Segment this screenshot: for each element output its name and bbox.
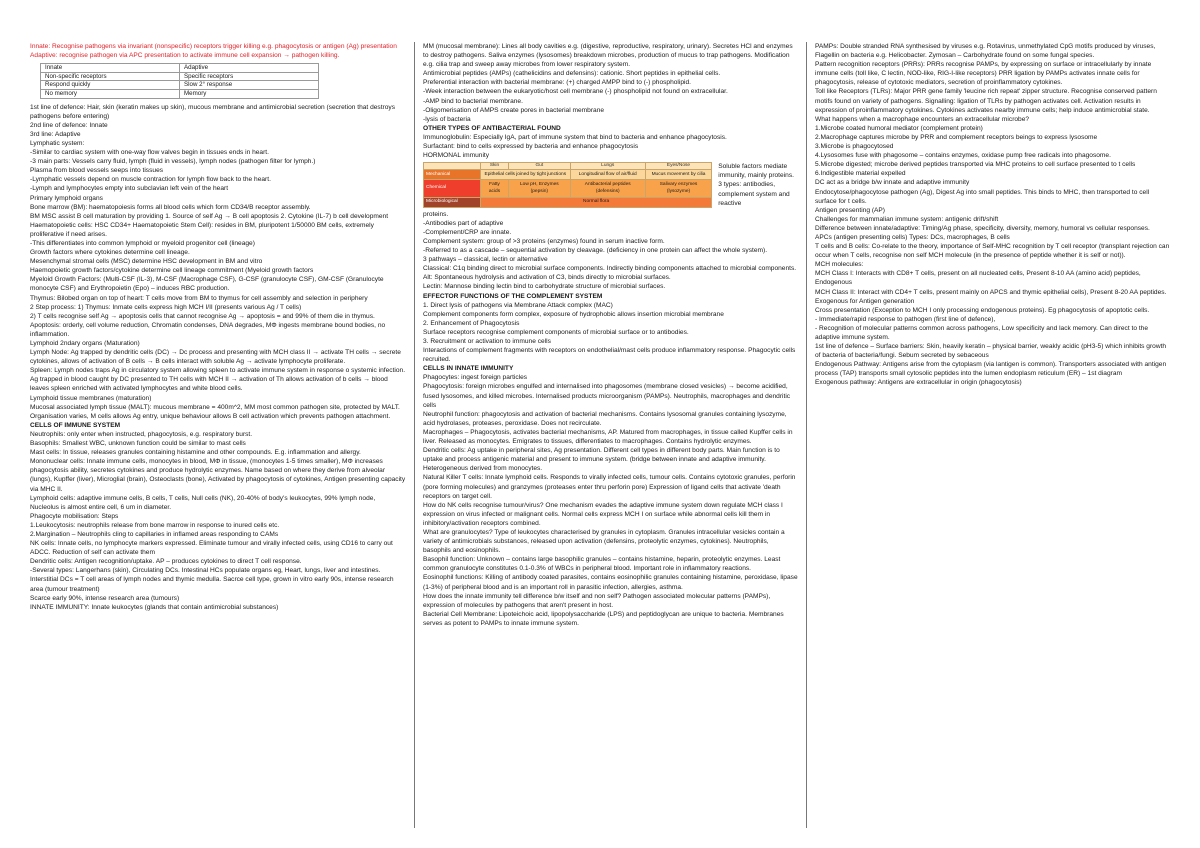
text-line: Challenges for mammalian immune system: antigenic drift/shift [815,215,999,223]
text-line: Exogenous pathway: Antigens are extracellular in origin (phagocytosis) [815,379,1022,387]
text-line: Lectin: Mannose binding lectin bind to carbohydrate structure of microbial surfaces. [423,283,666,291]
text-line: Natural Killer T cells: Innate lymphoid cells. Responds to virally infected cells, tumour cells. Contains cytotoxic granules, perforin (pore forming molecules) and granzymes (proteases enter thru perforin pore) Expression of ligand cells that activate 'death receptors on target cell. [423,474,796,500]
text-line: CELLS IN INNATE IMMUNITY [423,365,514,373]
barrier-table-header: Skin [481,163,509,170]
barrier-row-label: Mechanical [424,170,481,180]
text-line: 2) T cells recognise self Ag → apoptosis cells that cannot recognise Ag → apoptosis = and 99% of them die in thymus. [30,312,375,320]
humoral-immunity-section [423,162,798,207]
text-line: Phagocyte mobilisation: Steps [30,512,119,520]
text-line: -Several types: Langerhans (skin), Circulating DCs. Intestinal HCs populate organs eg, Heart, lungs, liver and intestines. Interstitial DCs = T cell areas of lymph nodes and thymic medulla. Sacrce cell type, grown in vitro early 90s, intense research area (tumour treatment) [30,567,394,593]
text-line: Classical: C1q binding direct to microbial surface components. Indirectly binding components attached to microbial components. [423,265,797,273]
barrier-cell: Mucus movement by cilia [645,170,711,180]
column-3 [806,42,1178,828]
text-line: Primary lymphoid organs [30,194,103,202]
table-cell: No memory [41,89,180,98]
text-line: Growth factors where cytokines determine cell lineage. [30,249,190,257]
text-line: DC act as a bridge b/w innate and adaptive immunity [815,179,970,187]
text-line: Cross presentation (Exception to MCH I only processing endogenous proteins). Eg phagocytosis of apoptotic cells. [815,306,1150,314]
table-cell: Non-specific receptors [41,72,180,81]
notes-block [423,42,798,160]
text-line: 3rd line: Adaptive [30,130,81,138]
table-cell: Specific receptors [180,72,319,81]
text-line: MCH molecules: [815,261,864,269]
text-line: APCs (antigen presenting cells) Types: DCs, macrophages, B cells [815,233,1010,241]
table-row [41,81,319,90]
text-line: Difference between innate/adaptive: Timing/Ag phase, specificity, diversity, memory, humoral vs cellular responses. [815,224,1150,232]
text-line: -Referred to as a cascade – sequential activation by cleavage. (deficiency in one protein can affect the whole system). [423,247,768,255]
table-cell: Memory [180,89,319,98]
table-cell: Respond quickly [41,81,180,90]
text-line: PAMPs: Double stranded RNA synthesised by viruses e.g. Rotavirus, unmethylated CpG motifs produced by viruses, Flagellin on bacteria e.g. Helicobacter. Zymosan – Carbohydrate found on some fungal species. [815,43,1156,60]
column-2 [414,42,806,828]
text-line: Antigen presenting (AP) [815,206,886,214]
text-line: 1.Microbe coated humoral mediator (complement protein) [815,124,983,132]
text-line: Innate: Recognise pathogens via invariant (nonspecific) receptors trigger killing e.g. phagocytosis or antigen (Ag) presentation [30,43,397,50]
text-line: Mucosal associated lymph tissue (MALT): mucous membrane = 400m^2, MM most common pathogen site, protected by MALT. Organisation varies, M cells allows Ag entry, unique behaviour allows B cell activation which prevents pathogen attachment. [30,403,400,420]
text-line: -lysis of bacteria [423,115,471,123]
text-line: Toll like Receptors (TLRs): Major PRR gene family 'leucine rich repeat' zipper structure. Recognise conserved pattern motifs found on variety of pathogens. Signalling: ligation of TLRs by pathogen activates cell. Activation results in expression of proinflammatory cytokines. Cytokines activates nearby immune cells; help induce antimicrobial state. [815,88,1157,114]
text-line: Apoptosis: orderly, cell volume reduction, Chromatin condenses, DNA degrades, MΦ ingests membrane bound bodies, no inflammation. [30,321,386,338]
text-line: Lymphoid 2ndary organs (Maturation) [30,340,140,347]
text-line: -Week interaction between the eukaryotic/host cell membrane (-) phospholipid not found on extracellular. [423,88,728,96]
barrier-row-label: Microbiological [424,198,481,208]
text-line: -AMP bind to bacterial membrane. [423,97,523,105]
barrier-table [423,162,712,207]
text-line: Phagocytes: ingest foreign particles [423,374,528,382]
table-header: Adaptive [180,64,319,73]
text-line: T cells and B cells: Co-relate to the theory, importance of Self-MHC recognition by T cell receptor (transplant rejection can occur when T cells, recognise non self MCH molecule (in the presence of peptide whether it is self or not)). [815,243,1170,260]
barrier-cell: Antibacterial peptides (defensins) [570,180,645,198]
text-line: What happens when a macrophage encounters an extracellular microbe? [815,115,1030,123]
text-line: How does the innate immunity tell difference b/w itself and non self? Pathogen associated molecular patterns (PAMPs), expression of molecules by pathogens that aren't present in host. [423,592,771,609]
barrier-cell: Epithelial cells joined by tight junctions [481,170,571,180]
intro-block [30,42,406,60]
text-line: Antimicrobial peptides (AMPs) (cathelicidins and defensins): cationic. Short peptides in epithelial cells. [423,70,721,78]
innate-adaptive-table [40,63,319,98]
text-line: Basophil function: Unknown – contains large basophilic granules – contains histamine, heparin, proteolytic enzymes. Least common granulocyte constitutes 0.1-0.3% of WBCs in peripheral blood. Important role in inflammatory reactions. [423,556,781,573]
text-line: Lymphatic system: [30,139,85,147]
text-line: 2nd line of defence: Innate [30,121,108,129]
text-line: How do NK cells recognise tumour/virus? One mechanism evades the adaptive immune system down regulate MCH class I expression on virus infected or malignant cells. Normal cells express MCH I on surface while abnormal cells kill them in inhibitory/activation receptors combined. [423,501,783,527]
text-line: - Immediate/rapid response to pathogen (first line of defence), [815,315,996,323]
text-line: Lymphoid tissue membranes (maturation) [30,394,152,402]
text-line: 2.Margination – Neutrophils cling to capillaries in inflamed areas responding to CAMs [30,530,279,538]
text-line: What are granulocytes? Type of leukocytes characterised by granules in cytoplasm. Granules intracellular vesicles contain a variety of antimicrobials substances, released upon activation (defensins, proteolytic enzymes, cytokines). Neutrophils, basophils and eosinophils. [423,528,785,555]
text-line: proteins. [423,210,449,218]
text-line: 2 Step process: 1) Thymus: Inmate cells express high MCH I/II (presents various Ag / T cells) [30,303,302,311]
text-line: EFFECTOR FUNCTIONS OF THE COMPLEMENT SYSTEM [423,292,603,300]
text-line: Lymphoid cells: adaptive immune cells, B cells, T cells, Null cells (NK), 20-40% of body's leukocytes, 99% lymph node, Nucleolus is almost entire cell, 6 um in diameter. [30,494,376,511]
barrier-row-label: Chemical [424,180,481,198]
text-line: Neutrophils: only enter when instructed, phagocytosis, e.g. respiratory burst. [30,430,253,438]
text-line: Phagocytosis: foreign microbes engulfed and internalised into phagosomes (membrane closed vesicles) → become acidified, fused lysosomes, and killed microbes. Internalised products microorganism (PAMPs). Neutrophils, macrophages and dendritic cells [423,383,791,409]
table-row [41,72,319,81]
barrier-cell: Salivary enzymes (lysozyme) [645,180,711,198]
text-line: Lymph Node: Ag trapped by dendritic cells (DC) → Dc process and presenting with MCH class II → activate TH cells → secrete cytokines, allows of activation of B cells → B cells interact with soluble Ag → activate lymphocyte proliferate. [30,349,401,366]
text-line: Surface receptors recognise complement components of microbial surface or to antibodies. [423,328,689,336]
text-line: Preferential interaction with bacterial membrane: (+) charged AMPP bind to (-) phospholipid. [423,79,691,87]
text-line: MCH Class I: Interacts with CD8+ T cells, present on all nucleated cells, Present 8-10 AA (amino acid) peptides, Endogenous [815,270,1141,287]
text-line: NK cells: Innate cells, no lymphocyte markers expressed. Eliminate tumour and virally infected cells, using CD16 to carry out ADCC. Reduction of self can activate them [30,540,393,557]
table-header: Innate [41,64,180,73]
text-line: 1st line of defence – Surface barriers: Skin, heavily keratin – physical barrier, weakly acidic (pH3-5) which inhibits growth of bacteria of bacteria/fungi. Sebum secreted by sebaceous [815,343,1167,360]
text-line: Surfactant: bind to cells expressed by bacteria and enhance phagocytosis [423,143,639,151]
text-line: 1. Direct lysis of pathogens via Membrane Attack complex (MAC) [423,301,613,309]
text-line: HORMONAL immunity [423,152,490,160]
text-line: -3 main parts: Vessels carry fluid, lymph (fluid in vessels), lymph nodes (pathogen filter for lymph.) [30,158,316,166]
table-row [41,89,319,98]
text-line: Endogenous Pathway: Antigens arise from the cytoplasm (via lantigen is common). Transporters associated with antigen process (TAP) transports small cytosolic peptides into the lumen endoplasm reticulum (ER) – 1st diagram [815,361,1167,378]
text-line: Endocytose/phagocytose pathogen (Ag), Digest Ag into small peptides. This binds to MHC, then transported to cell surface for t cells. [815,188,1150,205]
text-line: MM (mucosal membrane): Lines all body cavities e.g. (digestive, reproductive, respiratory, urinary). Secretes HCl and enzymes to destroy pathogens. Saliva enzymes (lysosomes) breakdown microbes, production of mucus to trap pathogens. Modification e.g. cilia trap and sweep away microbes from lower respiratory system. [423,43,793,69]
text-line: Mononuclear cells: Innate immune cells, monocytes in blood, MΦ in tissue, (monocytes 1-5 times smaller), MΦ increases phagocytosis ability, secretes cytokines and produce hydrolytic enzymes. Name based on where they derive from alveolar (lungs), Kupffer (liver), Microglial (brain), Osteoclasts (bone), Activated by phagocytosis of cytokines, Antigen presenting capacity via MHC II. [30,458,406,493]
text-line: Bone marrow (BM): haematopoiesis forms all blood cells which form CD34/B receptor assembly. [30,203,311,211]
text-line: 1.Leukocytosis: neutrophils release from bone marrow in response to inured cells etc. [30,521,280,529]
text-line: -Oligomerisation of AMPS create pores in bacterial membrane [423,106,605,114]
barrier-table-row [424,198,712,208]
text-line: Bacterial Cell Membrane: Lipoteichoic acid, lipopolysaccharide (LPS) and peptidoglycan are unique to bacteria. Membranes serves as potent to PAMPs to innate immune system. [423,610,784,627]
text-line: Interactions of complement fragments with receptors on endothelial/mast cells produce inflammatory response. Phagocytic cells recruited. [423,347,796,364]
text-line: -Lymph and lymphocytes empty into subclavian left vein of the heart [30,185,229,193]
text-line: -Complement/CRP are innate. [423,228,512,236]
notes-block [423,210,798,628]
notes-block [815,42,1170,388]
text-line: Pattern recognition receptors (PRRs): PRRs recognise PAMPs, by expressing on surface or intracellularly by innate immune cells (toll like, C lectin, NOD-like, RIG-I-like receptors) PRR ligation by PAMPs activates innate cells for phagocytosis, release of cytotoxic mediators, secretion of proinflammatory cytokines. [815,61,1152,87]
text-line: 3.Microbe is phagocytosed [815,143,894,151]
text-line: -Lymphatic vessels depend on muscle contraction for lymph flow back to the heart. [30,176,271,184]
text-line: - Recognition of molecular patterns common across pathogens, Low specificity and lack memory. Can direct to the adaptive immune system. [815,324,1149,341]
text-line: Mesenchymal stromal cells (MSC) determine HSC development in BM and vitro [30,258,263,266]
text-line: 3 pathways – classical, lectin or alternative [423,256,548,264]
barrier-table-header: Lungs [570,163,645,170]
text-line: -This differentiates into common lymphoid or myeloid progenitor cell (lineage) [30,239,255,247]
text-line: Myeloid Growth Factors: (Multi-CSF (IL-3), M-CSF (Macrophage CSF), G-CSF (granulocyte CSF), GM-CSF (Granulocyte monocyte CSF) and Erythropoietin (Epo) – induces RBC production. [30,276,384,293]
barrier-table-row [424,180,712,198]
text-line: 5.Microbe digested; microbe derived peptides transported via MHC proteins to cell surface presented to t cells [815,161,1136,169]
text-line: Complement system: group of >3 proteins (enzymes) found in serum inactive form. [423,237,665,245]
text-line: INNATE IMMUNITY: Innate leukocytes (glands that contain antimicrobial substances) [30,603,279,611]
text-line: Spleen: Lymph nodes traps Ag in circulatory system allowing spleen to activate immune system in response o systemic infection. Ag trapped in blood caught by DC presented to TH cells with MCH II → activation of Th allows activation of b cells → blood leaves spleen enriched with activated lymphocytes and white blood cells. [30,367,406,393]
text-line: 2. Enhancement of Phagocytosis [423,319,520,327]
barrier-table-header [424,163,481,170]
column-1 [22,42,414,828]
text-line: Scarce early 90%, intense research area (tumours) [30,594,180,602]
text-line: Adaptive: recognise pathogen via APC presentation to activate immune cell expansion → pathogen killing. [30,52,340,60]
text-line: OTHER TYPES OF ANTIBACTERIAL FOUND [423,124,561,132]
text-line: Dendritic cells: Ag uptake in peripheral sites, Ag presentation. Different cell types in different body parts. Main function is to uptake and process antigenic material and present to immune system. (bridge between innate and adaptive immunity. Heterogeneous derived from monocytes. [423,447,780,473]
barrier-table-header: Gut [508,163,570,170]
barrier-table-row [424,170,712,180]
text-line: 2.Macrophage captures microbe by PRR and complement receptors beings to express lysosome [815,133,1098,141]
text-line: Dendritic cells: Antigen recognition/uptake. AP – produces cytokines to direct T cell response. [30,558,302,566]
text-line: -Similar to cardiac system with one-way flow valves begin in tissues ends in heart. [30,149,269,157]
table-cell: Slow 2° response [180,81,319,90]
text-line: Eosinophil functions: Killing of antibody coated parasites, contains eosinophilic granules containing histamine, peroxidase, lipase (1-3%) of peripheral blood and is an important roll in parasitic infection, allergies, asthma. [423,574,798,591]
text-line: 1st line of defence: Hair, skin (keratin makes up skin), mucous membrane and antimicrobial secretion (secretion that destroys pathogens before entering) [30,103,396,120]
text-line: Complement components form complex, exposure of hydrophobic allows insertion microbial membrane [423,310,724,318]
text-line: Thymus: Bilobed organ on top of heart: T cells move from BM to thymus for cell assembly and selection in periphery [30,294,368,302]
text-line: 6.Indigestible material expelled [815,170,906,178]
text-line: Mast cells: In tissue, releases granules containing histamine and other compounds. E.g. inflammation and allergy. [30,449,361,457]
barrier-table-header: Eyes/Nose [645,163,711,170]
text-line: Alt: Spontaneous hydrolysis and activation of C3, binds directly to microbial surfaces. [423,274,671,282]
notes-block [30,103,406,612]
text-line: 4.Lysosomes fuse with phagosome – contains enzymes, oxidase pump free radicals into phagosome. [815,152,1111,160]
text-line: Haematopoietic cells: HSC CD34+ Haematopoietic Stem Cell): resides in BM, pluripotent 1/50000 BM cells, extremely proliferative if need arises. [30,221,374,238]
side-note: Soluble factors mediate immunity, mainly proteins. 3 types: antibodies, complement system and reactive [718,163,794,207]
barrier-cell: Normal flora [481,198,712,208]
text-line: Basophils: Smallest WBC, unknown function could be similar to mast cells [30,440,246,448]
barrier-cell: Fatty acids [481,180,509,198]
text-line: -Antibodies part of adaptive [423,219,504,227]
text-line: 3. Recruitment or activation to immune cells [423,338,551,345]
barrier-cell: Longitudinal flow of air/fluid [570,170,645,180]
barrier-cell: Low pH, Enzymes (pepsin) [508,180,570,198]
text-line: MCH Class II: Interact with CD4+ T cells, present mainly on APCS and thymic epithelial cells), Present 8-20 AA peptides. Exogenous for Antigen generation [815,288,1167,305]
text-line: Plasma from blood vessels seeps into tissues [30,167,164,175]
text-line: Macrophages – Phagocytosis, activates bacterial mechanisms, AP. Matured from macrophages, in tissue called Kupffer cells in liver. Released as monocytes. Emigrates to tissues, differentiates to macrophages. Contains hydrolytic enzymes. [423,428,793,446]
text-line: Immunoglobulin: Especially IgA, part of immune system that bind to bacteria and enhance phagocytosis. [423,133,727,141]
text-line: Haemopoietic growth factors/cytokine determine cell lineage commitment (Myeloid growth factors [30,267,314,275]
text-line: CELLS OF IMMUNE SYSTEM [30,421,121,429]
text-line: BM MSC assist B cell maturation by providing 1. Source of self Ag → B cell apoptosis 2. Cytokine (IL-7) b cell development [30,212,389,220]
text-line: Neutrophil function: phagocytosis and activation of bacterial mechanisms. Contains lysosomal granules containing lysozyme, acid hydrolases, proteases, peroxidase. Does not recirculate. [423,410,787,427]
